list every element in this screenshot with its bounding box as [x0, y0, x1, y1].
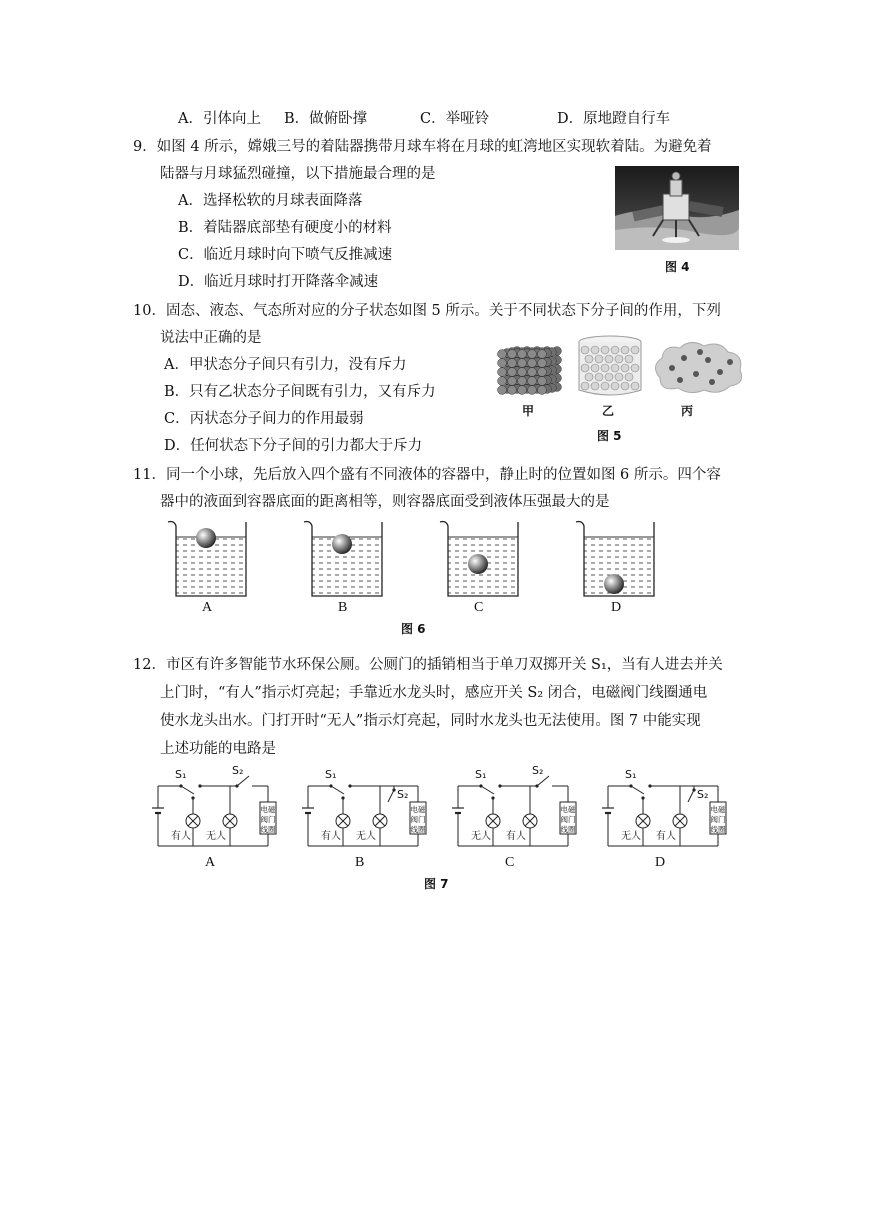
q8-option-d: D．原地蹬自行车 [557, 111, 671, 127]
circuit-label-a: A [205, 855, 216, 870]
beaker-b [304, 522, 382, 597]
q10-option-a: A．甲状态分子间只有引力，没有斥力 [164, 357, 407, 373]
q11-stem-line1: 11．同一个小球，先后放入四个盛有不同液体的容器中，静止时的位置如图 6 所示。四个容 [133, 467, 721, 483]
q10-option-c: C．丙状态分子间力的作用最弱 [164, 411, 364, 427]
state-label-solid: 甲 [522, 404, 535, 418]
lamp-left-label: 无人 [471, 831, 491, 842]
q9-option-d: D．临近月球时打开降落伞减速 [178, 274, 379, 290]
q10-stem-line1: 10．固态、液态、气态所对应的分子状态如图 5 所示。关于不同状态下分子间的作用，下列 [133, 303, 721, 319]
lamp-right-label: 有人 [506, 831, 526, 842]
s1-label: S₁ [475, 768, 487, 781]
q8-option-a: A．引体向上 [178, 111, 261, 127]
coil-label: 线圈 [260, 825, 276, 834]
circuit-a [152, 764, 276, 846]
q10-option-d: D．任何状态下分子间的引力都大于斥力 [164, 438, 423, 454]
fig7-caption: 图 7 [424, 877, 449, 891]
lamp-right-label: 无人 [206, 831, 226, 842]
q12-stem-line3: 使水龙头出水。门打开时“无人”指示灯亮起，同时水龙头也无法使用。图 7 中能实现 [160, 713, 701, 729]
s1-label: S₁ [175, 768, 187, 781]
q9-option-c: C．临近月球时向下喷气反推减速 [178, 247, 393, 263]
s2-label: S₂ [397, 788, 409, 801]
q9-option-a: A．选择松软的月球表面降落 [178, 193, 363, 209]
s2-label: S₂ [232, 764, 244, 777]
coil-label: 阀门 [710, 815, 726, 824]
coil-label: 阀门 [410, 815, 426, 824]
beaker-label-d: D [611, 600, 622, 615]
gas-cloud-image [650, 338, 746, 396]
fig4-caption: 图 4 [665, 260, 690, 274]
q10-stem-line2: 说法中正确的是 [160, 330, 262, 346]
coil-label: 电磁 [560, 805, 576, 814]
circuits-figure [148, 764, 738, 874]
lander-photo [615, 166, 739, 250]
state-label-liquid: 乙 [602, 404, 615, 418]
circuit-d [602, 768, 726, 846]
circuit-b [302, 768, 426, 846]
state-label-gas: 丙 [681, 404, 694, 418]
s1-label: S₁ [325, 768, 337, 781]
lamp-left-label: 无人 [621, 831, 641, 842]
coil-label: 电磁 [260, 805, 276, 814]
s2-label: S₂ [697, 788, 709, 801]
q9-stem-line2: 陆器与月球猛烈碰撞，以下措施最合理的是 [160, 166, 436, 182]
beaker-label-c: C [474, 600, 484, 615]
q12-stem-line1: 12．市区有许多智能节水环保公厕。公厕门的插销相当于单刀双掷开关 S₁，当有人进去并关 [133, 657, 723, 673]
s1-label: S₁ [625, 768, 637, 781]
lamp-right-label: 无人 [356, 831, 376, 842]
q9-stem-line1: 9．如图 4 所示，嫦娥三号的着陆器携带月球车将在月球的虹湾地区实现软着陆。为避免着 [133, 139, 712, 155]
solid-lattice-image [494, 334, 566, 396]
q9-option-b: B．着陆器底部垫有硬度小的材料 [178, 220, 392, 236]
coil-label: 阀门 [260, 815, 276, 824]
beaker-label-b: B [338, 600, 348, 615]
fig5-caption: 图 5 [597, 429, 622, 443]
lamp-left-label: 有人 [321, 831, 341, 842]
beaker-c [440, 522, 518, 597]
coil-label: 线圈 [710, 825, 726, 834]
fig6-caption: 图 6 [401, 622, 426, 636]
q8-option-b: B．做俯卧撑 [284, 111, 368, 127]
beaker-label-a: A [202, 600, 213, 615]
lamp-right-label: 有人 [656, 831, 676, 842]
coil-label: 线圈 [560, 825, 576, 834]
q12-stem-line2: 上门时，“有人”指示灯亮起；手靠近水龙头时，感应开关 S₂ 闭合，电磁阀门线圈通电 [160, 685, 708, 701]
lamp-left-label: 有人 [171, 831, 191, 842]
coil-label: 电磁 [710, 805, 726, 814]
beakers-figure [160, 518, 680, 618]
s2-label: S₂ [532, 764, 544, 777]
coil-label: 线圈 [410, 825, 426, 834]
beaker-d [576, 522, 654, 597]
beaker-a [168, 522, 246, 597]
q10-option-b: B．只有乙状态分子间既有引力，又有斥力 [164, 384, 436, 400]
q8-option-c: C．举哑铃 [420, 111, 490, 127]
q12-stem-line4: 上述功能的电路是 [160, 741, 276, 757]
coil-label: 阀门 [560, 815, 576, 824]
circuit-label-c: C [505, 855, 515, 870]
liquid-beaker-image [575, 334, 645, 398]
circuit-c [452, 764, 576, 846]
circuit-label-d: D [655, 855, 666, 870]
q11-stem-line2: 器中的液面到容器底面的距离相等，则容器底面受到液体压强最大的是 [160, 494, 610, 510]
coil-label: 电磁 [410, 805, 426, 814]
circuit-label-b: B [355, 855, 365, 870]
